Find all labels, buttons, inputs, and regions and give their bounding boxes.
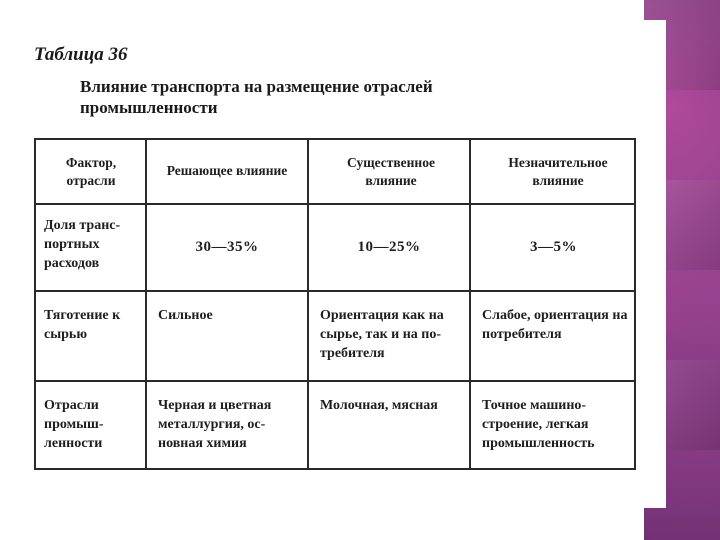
- row-label-transport-share: Доля транс-портных расходов: [44, 218, 121, 271]
- header-decisive: Решающее влияние: [166, 163, 288, 178]
- column-divider: [307, 140, 309, 468]
- header-significant: Существенное влияние: [347, 155, 435, 188]
- page-edge: [644, 20, 666, 508]
- cell-value: 30—35%: [195, 239, 259, 255]
- table-number: Таблица 36: [34, 44, 128, 65]
- row-label-industries: Отрасли промыш-ленности: [44, 398, 104, 451]
- cell-value: Слабое, ориентация на потребителя: [482, 308, 628, 342]
- data-table: [34, 138, 636, 470]
- column-divider: [469, 140, 471, 468]
- cell-value: Черная и цветная металлургия, ос-новная химия: [158, 398, 272, 451]
- row-label-raw-materials: Тяготение к сырью: [44, 308, 121, 342]
- cell-value: Точное машино-строение, легкая промышленность: [482, 398, 595, 451]
- cell-value: 3—5%: [530, 239, 577, 255]
- cell-value: 10—25%: [357, 239, 421, 255]
- table-title: Влияние транспорта на размещение отраслей промышленности: [80, 77, 433, 117]
- cell-value: Молочная, мясная: [320, 398, 438, 413]
- cell-value: Сильное: [158, 308, 213, 323]
- column-divider: [145, 140, 147, 468]
- row-divider: [36, 290, 634, 292]
- row-divider: [36, 380, 634, 382]
- cell-value: Ориентация как на сырье, так и на по-требителя: [320, 308, 444, 361]
- header-factor: Фактор, отрасли: [65, 155, 117, 188]
- header-insignificant: Незначительное влияние: [508, 155, 608, 188]
- row-divider: [36, 203, 634, 205]
